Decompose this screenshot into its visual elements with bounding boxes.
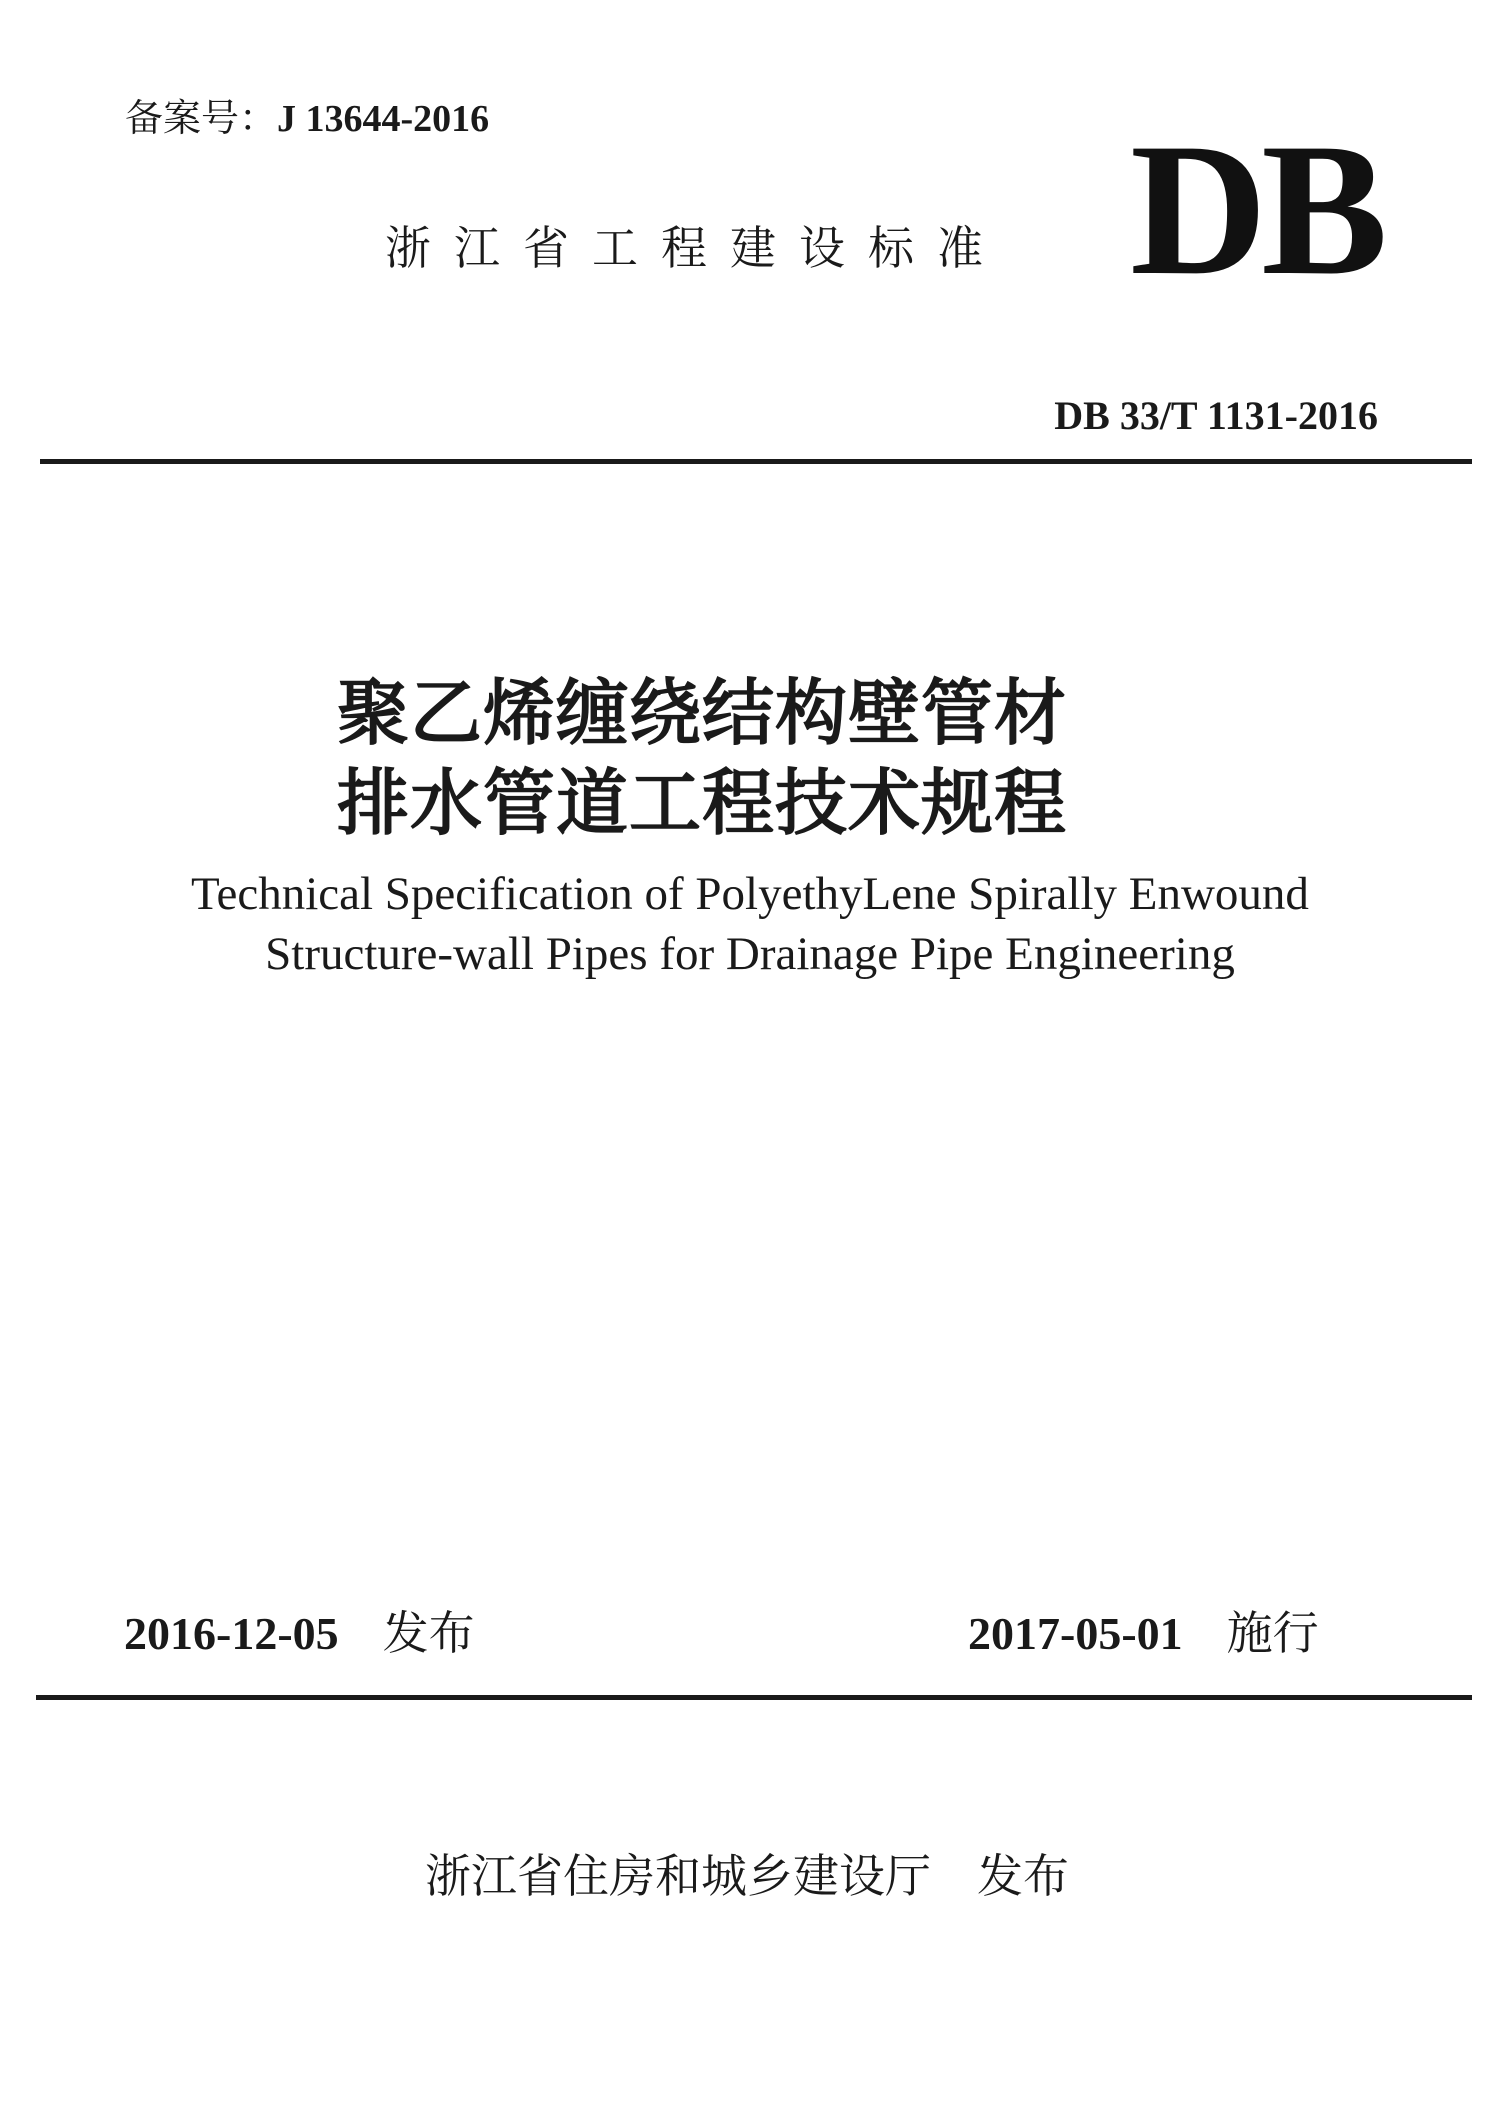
title-english — [0, 864, 1500, 984]
standard-number: DB 33/T 1131-2016 — [1054, 393, 1378, 438]
effective-label: 施行 — [1226, 1606, 1319, 1660]
issue-date-block — [124, 1605, 475, 1662]
issue-label: 发布 — [382, 1606, 475, 1660]
title-chinese-line-2: 排水管道工程技术规程 — [336, 761, 1067, 845]
publisher-organization: 浙江省住房和城乡建设厅 — [425, 1849, 931, 1903]
effective-date: 2017-05-01 — [968, 1608, 1183, 1659]
standard-category: 浙江省工程建设标准 — [385, 221, 1006, 275]
bottom-divider — [36, 1695, 1472, 1700]
record-number-label: 备案号： — [125, 96, 278, 140]
record-number — [125, 94, 489, 143]
title-english-line-2: Structure-wall Pipes for Drainage Pipe Engineering — [265, 928, 1235, 980]
title-english-line-1: Technical Specification of PolyethyLene Spirally Enwound — [191, 868, 1309, 920]
top-divider — [40, 459, 1472, 464]
issue-date: 2016-12-05 — [124, 1608, 339, 1659]
publisher-label: 发布 — [977, 1849, 1069, 1903]
record-number-value: J 13644-2016 — [277, 98, 490, 140]
db-mark: DB — [1130, 105, 1382, 315]
effective-date-block — [968, 1605, 1319, 1662]
title-chinese — [0, 668, 1500, 848]
publisher — [0, 1848, 1500, 1904]
title-chinese-line-1: 聚乙烯缠绕结构壁管材 — [336, 671, 1067, 755]
